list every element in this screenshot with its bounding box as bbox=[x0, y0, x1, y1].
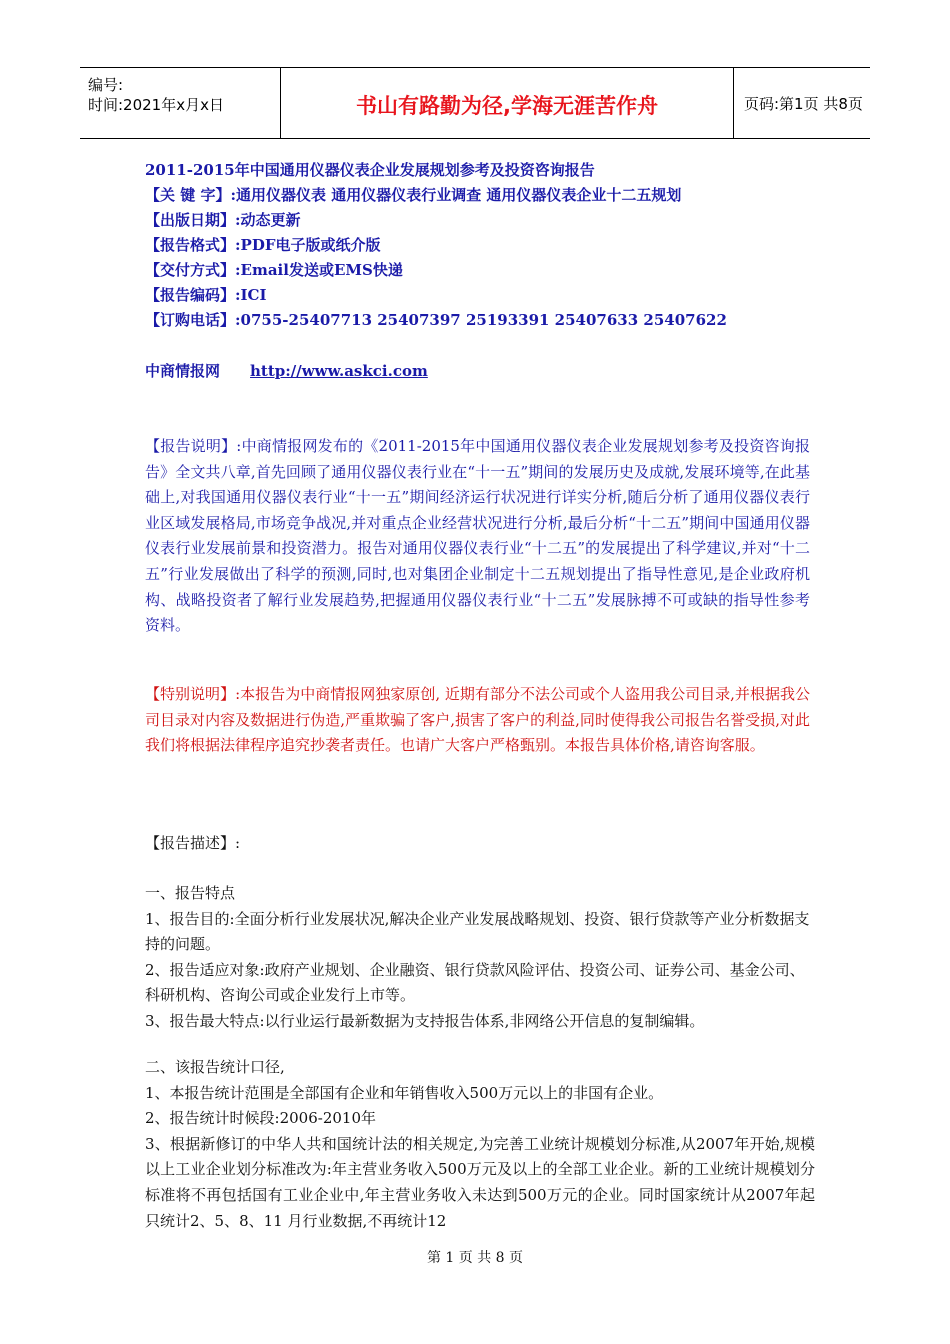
list-item: 1、报告目的:全面分析行业发展状况,解决企业产业发展战略规划、投资、银行贷款等产业分析数据支持的问题。 bbox=[145, 909, 810, 954]
keywords: 【关 键 字】:通用仪器仪表 通用仪器仪表行业调查 通用仪器仪表企业十二五规划 bbox=[145, 186, 682, 204]
motto: 书山有路勤为径,学海无涯苦作舟 bbox=[356, 94, 658, 118]
site-url-link[interactable]: http://www.askci.com bbox=[250, 362, 428, 380]
page-footer: 第 1 页 共 8 页 bbox=[426, 1250, 524, 1266]
header-info-cell bbox=[80, 68, 281, 138]
site-line bbox=[145, 360, 428, 381]
report-title: 2011-2015年中国通用仪器仪表企业发展规划参考及投资咨询报告 bbox=[145, 161, 595, 179]
section-title: 二、该报告统计口径, bbox=[145, 1058, 285, 1076]
list-item: 1、本报告统计范围是全部国有企业和年销售收入500万元以上的非国有企业。 bbox=[145, 1083, 664, 1102]
list-item: 3、报告最大特点:以行业运行最新数据为支持报告体系,非网络公开信息的复制编辑。 bbox=[145, 1011, 705, 1030]
order-phone: 【订购电话】:0755-25407713 25407397 25193391 25407633 25407622 bbox=[145, 311, 727, 329]
report-code: 【报告编码】:ICI bbox=[145, 286, 267, 304]
header-page-number: 页码:第1页 共8页 bbox=[744, 95, 863, 113]
site-name: 中商情报网 bbox=[145, 362, 221, 380]
header-motto-cell bbox=[281, 68, 734, 138]
section-statistics bbox=[145, 1055, 815, 1234]
report-meta bbox=[145, 158, 825, 333]
list-item: 2、报告统计时候段:2006-2010年 bbox=[145, 1109, 377, 1128]
publish-date: 【出版日期】:动态更新 bbox=[145, 211, 301, 229]
description-heading: 【报告描述】: bbox=[145, 834, 241, 852]
page-header bbox=[80, 67, 870, 139]
header-page-cell bbox=[734, 68, 870, 138]
number-label: 编号: bbox=[88, 76, 124, 94]
time-label: 时间:2021年x月x日 bbox=[88, 96, 224, 114]
list-item: 2、报告适应对象:政府产业规划、企业融资、银行贷款风险评估、投资公司、证券公司、基金公司、科研机构、咨询公司或企业发行上市等。 bbox=[145, 960, 805, 1005]
section-features bbox=[145, 881, 815, 1035]
special-note: 【特别说明】:本报告为中商情报网独家原创, 近期有部分不法公司或个人盗用我公司目录,并根据我公司目录对内容及数据进行伪造,严重欺骗了客户,损害了客户的利益,同时使得我公司报告名誉受损,对此我们将根据法律程序追究抄袭者责任。也请广大客户严格甄别。本报告具体价格,请咨询客服。 bbox=[145, 685, 810, 755]
list-item: 3、根据新修订的中华人共和国统计法的相关规定,为完善工业统计规模划分标准,从2007年开始,规模以上工业企业划分标准改为:年主营业务收入500万元及以上的全部工业企业。新的工业统计规模划分标准将不再包括国有工业企业中,年主营业务收入未达到500万元的企业。同时国家统计从2007年起只统计2、5、8、11 月行业数据,不再统计12 bbox=[145, 1134, 815, 1230]
report-format: 【报告格式】:PDF电子版或纸介版 bbox=[145, 236, 381, 254]
section-title: 一、报告特点 bbox=[145, 884, 236, 902]
delivery-method: 【交付方式】:Email发送或EMS快递 bbox=[145, 261, 403, 279]
report-note: 【报告说明】:中商情报网发布的《2011-2015年中国通用仪器仪表企业发展规划参考及投资咨询报告》全文共八章,首先回顾了通用仪器仪表行业在“十一五”期间的发展历史及成就,发展环境等,在此基础上,对我国通用仪器仪表行业“十一五”期间经济运行状况进行详实分析,随后分析了通用仪器仪表行业区域发展格局,市场竞争战况,并对重点企业经营状况进行分析,最后分析“十二五”期间中国通用仪器仪表行业发展前景和投资潜力。报告对通用仪器仪表行业“十二五”的发展提出了科学建议,并对“十二五”行业发展做出了科学的预测,同时,也对集团企业制定十二五规划提出了指导性意见,是企业政府机构、战略投资者了解行业发展趋势,把握通用仪器仪表行业“十二五”发展脉搏不可或缺的指导性参考资料。 bbox=[145, 437, 810, 635]
